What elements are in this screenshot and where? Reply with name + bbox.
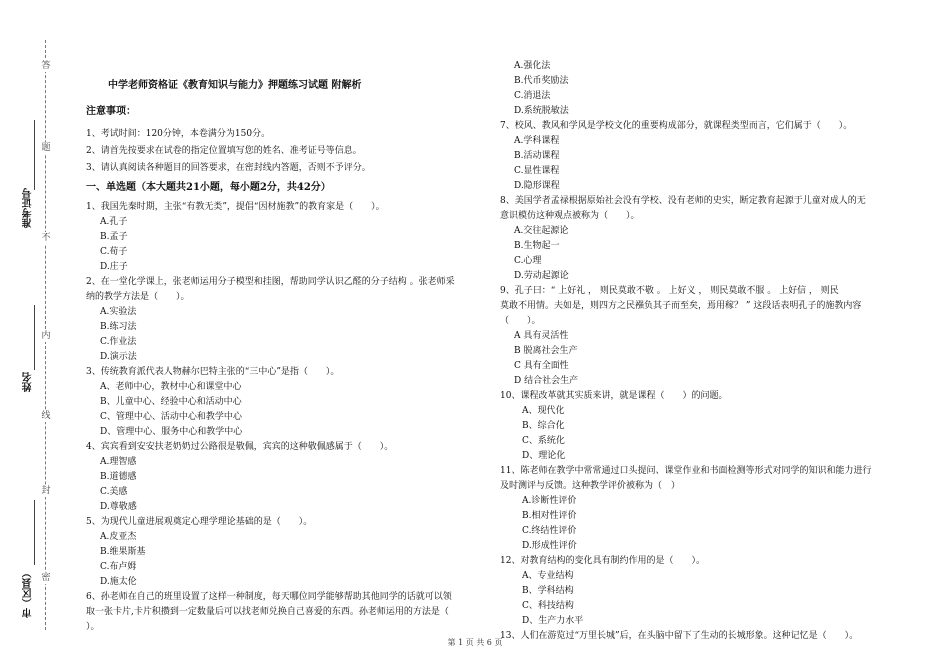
name-label: 姓名 [23,372,34,392]
notice-item: 1、考试时间：120分钟，本卷满分为150分。 [86,129,271,139]
question-block [500,194,920,284]
answer-option: A、老师中心，教材中心和课堂中心 [100,382,242,392]
question-block [86,275,491,365]
question-stem: 4、宾宾看到安安扶老奶奶过公路很是敬佩，宾宾的这种敬佩感属于（ ）。 [86,442,394,452]
question-stem: 12、对教育结构的变化具有制约作用的是（ ）。 [500,556,705,566]
district-label: 市（区县） [23,568,34,618]
question-stem: 11、陈老师在教学中常常通过口头提问、课堂作业和书面检测等形式对同学的知识和能力进行 [500,466,872,476]
question-block [500,59,920,119]
answer-option: C.荀子 [100,247,128,257]
answer-option: C.消退法 [514,91,551,101]
answer-option: D、理论化 [522,451,566,461]
answer-option: C、科技结构 [522,601,574,611]
question-stem: 10、课程改革就其实质来讲，就是课程（ ）的问题。 [500,391,728,401]
exam-no-fill-line [34,120,35,190]
answer-option: B.练习法 [100,322,137,332]
answer-option: A.孔子 [100,217,128,227]
question-block [86,440,491,515]
answer-option: B.维果斯基 [100,547,146,557]
answer-option: A、专业结构 [522,571,574,581]
answer-option: A.诊断性评价 [522,496,577,506]
seal-char: 题 [41,143,51,153]
answer-option: A 具有灵活性 [514,331,569,341]
page-footer: 第 1 页 共 6 页 [447,638,503,647]
answer-option: A.学科课程 [514,136,560,146]
answer-option: B、综合化 [522,421,565,431]
question-stem: 8、美国学者孟禄根据原始社会没有学校、没有老师的史实，断定教育起源于儿童对成人的无 [500,196,866,206]
answer-option: A.交往起源论 [514,226,569,236]
answer-option: C 具有全面性 [514,361,569,371]
seal-char: 封 [41,486,51,496]
question-block [500,389,920,464]
question-stem: 意识模仿这种观点被称为（ ）。 [500,211,640,221]
question-stem: 13、人们在游览过“万里长城”后，在头脑中留下了生动的长城形象。这种记忆是（ ）。 [500,631,859,641]
exam-no-label: 准考证号 [23,188,34,228]
question-block [500,464,920,554]
answer-option: C.终结性评价 [522,526,577,536]
question-stem: 及时测评与反馈。这种教学评价被称为（ ） [500,481,681,491]
question-block [86,365,491,440]
question-block [86,515,491,590]
answer-option: B、儿童中心、经验中心和活动中心 [100,397,242,407]
answer-option: D.形成性评价 [522,541,577,551]
seal-char: 不 [41,233,51,243]
question-block [500,119,920,194]
answer-option: B.代币奖励法 [514,76,569,86]
answer-option: A.实验法 [100,307,137,317]
answer-option: B.道德感 [100,472,137,482]
question-block [500,284,920,389]
question-block [500,554,920,629]
question-stem: 纳的教学方法是（ ）。 [86,292,190,302]
answer-option: D.系统脱敏法 [514,106,569,116]
answer-option: B.生物起一 [514,241,560,251]
answer-option: B 脱离社会生产 [514,346,578,356]
answer-option: D、生产力水平 [522,616,584,626]
district-fill-line [34,500,35,565]
answer-option: D.劳动起源论 [514,271,569,281]
binding-margin [0,0,70,671]
answer-option: D.隐形课程 [514,181,560,191]
question-stem: 莫敢不用情。夫如是，则四方之民襁负其子而至矣，焉用稼？ ” 这段话表明孔子的施教内容 [500,301,862,311]
name-fill-line [34,305,35,370]
question-stem: 1、我国先秦时期，主张“有教无类”，提倡“因材施教”的教育家是（ ）。 [86,202,385,212]
notice-list [86,126,491,177]
notice-item: 2、请首先按要求在试卷的指定位置填写您的姓名、准考证号等信息。 [86,146,362,156]
question-stem: 7、校风、教风和学风是学校文化的重要构成部分，就课程类型而言，它们属于（ ）。 [500,121,853,131]
answer-option: C.作业法 [100,337,137,347]
right-questions [500,59,920,644]
answer-option: C.心理 [514,256,542,266]
answer-option: D.施太伦 [100,577,137,587]
seal-char: 线 [41,411,51,421]
answer-option: C.显性课程 [514,166,560,176]
answer-option: A.皮亚杰 [100,532,137,542]
question-stem: ）。 [86,622,100,632]
seal-char: 密 [41,573,51,583]
answer-option: B.相对性评价 [522,511,577,521]
seal-char: 内 [41,331,51,341]
question-block [86,590,491,635]
answer-option: D.尊敬感 [100,502,137,512]
question-stem: 3、传统教育派代表人物赫尔巴特主张的“三中心”是指（ ）。 [86,367,340,377]
answer-option: D.庄子 [100,262,128,272]
section-heading: 一、单选题（本大题共21小题，每小题2分，共42分） [86,182,331,193]
page-title: 中学老师资格证《教育知识与能力》押题练习试题 附解析 [108,80,362,91]
question-stem: 2、在一堂化学课上，张老师运用分子模型和挂图，帮助同学认识乙醛的分子结构 。张老师采 [86,277,455,287]
answer-option: C.美感 [100,487,128,497]
answer-option: A、现代化 [522,406,565,416]
question-stem: 6、孙老师在自己的班里设置了这样一种制度，每天哪位同学能够帮助其他同学的话就可以领 [86,592,452,602]
answer-option: D.演示法 [100,352,137,362]
answer-option: C.布卢姆 [100,562,137,572]
answer-option: D、管理中心、服务中心和教学中心 [100,427,243,437]
answer-option: B.孟子 [100,232,128,242]
seal-char: 答 [41,61,51,71]
answer-option: B.活动课程 [514,151,560,161]
notice-heading: 注意事项： [86,106,136,117]
question-block [86,200,491,275]
answer-option: D 结合社会生产 [514,376,579,386]
question-stem: （ ）。 [500,316,541,326]
question-stem: 9、孔子曰：“ 上好礼 ， 则民莫敢不敬 。 上好义 ， 则民莫敢不服 。 上好信 ， 则民 [500,286,839,296]
notice-item: 3、请认真阅读各种题目的回答要求，在密封线内答题，否则不予评分。 [86,163,371,173]
answer-option: C、管理中心、活动中心和教学中心 [100,412,242,422]
answer-option: A.理智感 [100,457,137,467]
answer-option: B、学科结构 [522,586,574,596]
answer-option: C、系统化 [522,436,565,446]
question-stem: 5、为现代儿童进展观奠定心理学理论基础的是（ ）。 [86,517,313,527]
left-questions [86,200,491,635]
question-stem: 取一张卡片,卡片积攒到一定数量后可以找老师兑换自己喜爱的东西。孙老师运用的方法是（ [86,607,449,617]
answer-option: A.强化法 [514,61,551,71]
